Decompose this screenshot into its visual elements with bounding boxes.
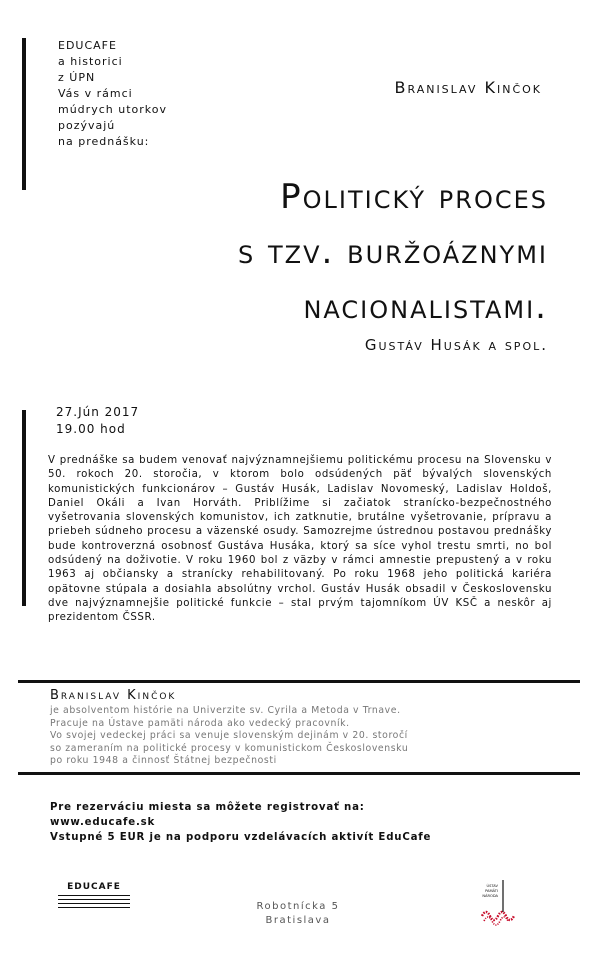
invitation-line: EDUCAFE bbox=[58, 39, 117, 52]
upn-logo-text-1: ÚSTAV bbox=[486, 884, 498, 888]
title-line: s tzv. buržoáznymi bbox=[237, 232, 548, 272]
upn-logo-text-2: PAMÄTI bbox=[485, 889, 498, 893]
logo-underline bbox=[58, 907, 130, 908]
logo-underline bbox=[58, 903, 130, 904]
decorative-bar-middle bbox=[22, 410, 26, 606]
educafe-logo bbox=[58, 882, 130, 908]
registration-line: Pre rezerváciu miesta sa môžete registrovať na: bbox=[50, 802, 365, 813]
invitation-line: múdrych utorkov bbox=[58, 103, 167, 116]
invitation-line: na prednášku: bbox=[58, 135, 150, 148]
event-date: 27.Jún 2017 bbox=[56, 405, 140, 419]
lecture-title bbox=[238, 170, 548, 335]
invitation-line: Vás v rámci bbox=[58, 87, 133, 100]
event-datetime bbox=[56, 404, 139, 438]
upn-logo-icon bbox=[478, 878, 518, 928]
lecture-subtitle: Gustáv Husák a spol. bbox=[364, 336, 548, 354]
decorative-bar-top bbox=[22, 38, 26, 190]
logo-underline bbox=[58, 899, 130, 900]
address-line: Robotnícka 5 bbox=[256, 901, 340, 912]
bio-text bbox=[50, 705, 550, 768]
bio-line: je absolventom histórie na Univerzite sv. Cyrila a Metoda v Trnave. bbox=[50, 705, 401, 716]
bio-line: Pracuje na Ústave pamäti národa ako vedecký pracovník. bbox=[50, 717, 350, 729]
venue-address bbox=[228, 900, 368, 928]
divider-bottom bbox=[18, 772, 580, 775]
invitation-line: a historici bbox=[58, 55, 123, 68]
speaker-name: Branislav Kinčok bbox=[394, 78, 542, 97]
registration-info bbox=[50, 800, 431, 845]
educafe-logo-text: EDUCAFE bbox=[67, 882, 121, 892]
logo-underline bbox=[58, 895, 130, 896]
invitation-line: pozývajú bbox=[58, 119, 116, 132]
invitation-line: z ÚPN bbox=[58, 71, 96, 84]
bio-line: po roku 1948 a činnosť Štátnej bezpečnosti bbox=[50, 755, 277, 766]
bio-line: so zameraním na politické procesy v komunistickom Československu bbox=[50, 742, 409, 754]
upn-logo-text-3: NÁRODA bbox=[482, 894, 498, 898]
invitation-block bbox=[58, 38, 167, 150]
bio-line: Vo svojej vedeckej práci sa venuje slovenským dejinám v 20. storočí bbox=[50, 730, 408, 741]
upn-logo bbox=[478, 878, 518, 928]
registration-url[interactable]: www.educafe.sk bbox=[50, 817, 156, 828]
divider-top bbox=[18, 680, 580, 683]
bio-speaker-name: Branislav Kinčok bbox=[50, 688, 177, 703]
registration-fee: Vstupné 5 EUR je na podporu vzdelávacích aktivít EduCafe bbox=[50, 832, 432, 843]
address-line: Bratislava bbox=[265, 915, 331, 926]
event-time: 19.00 hod bbox=[56, 422, 126, 436]
title-line: nacionalistami. bbox=[303, 287, 548, 327]
lecture-description: V prednáške sa budem venovať najvýznamnejšiemu politickému procesu na Slovensku v 50. rokoch 20. storočia, v ktorom bolo odsúdených päť bývalých slovenských komunistických funkcionárov – Gustáv Husák, Ladislav Novomeský, Ladislav Holdoš, Daniel Okáli a Ivan Horváth. Priblížime si začiatok stranícko-bezpečnostného vyšetrovania slovenských komunistov, ich zatknutie, brutálne vyšetrovanie, prípravu a priebeh súdneho procesu a väzenské osudy. Samozrejme ústrednou postavou prednášky bude kontroverzná osobnosť Gustáva Husáka, ktorý sa síce vyhol trestu smrti, no bol odsúdený na doživotie. V roku 1960 bol z väzby v rámci amnestie prepustený a v roku 1963 aj občiansky a stranícky rehabilitovaný. Po roku 1968 jeho politická kariéra opätovne stúpala a dosiahla absolútny vrchol. Gustáv Husák obsadil v Československu dve najvýznamnejšie politické funkcie – stal prvým tajomníkom ÚV KSČ a neskôr aj prezidentom ČSSR. bbox=[48, 455, 552, 624]
title-line: Politický proces bbox=[280, 177, 548, 217]
